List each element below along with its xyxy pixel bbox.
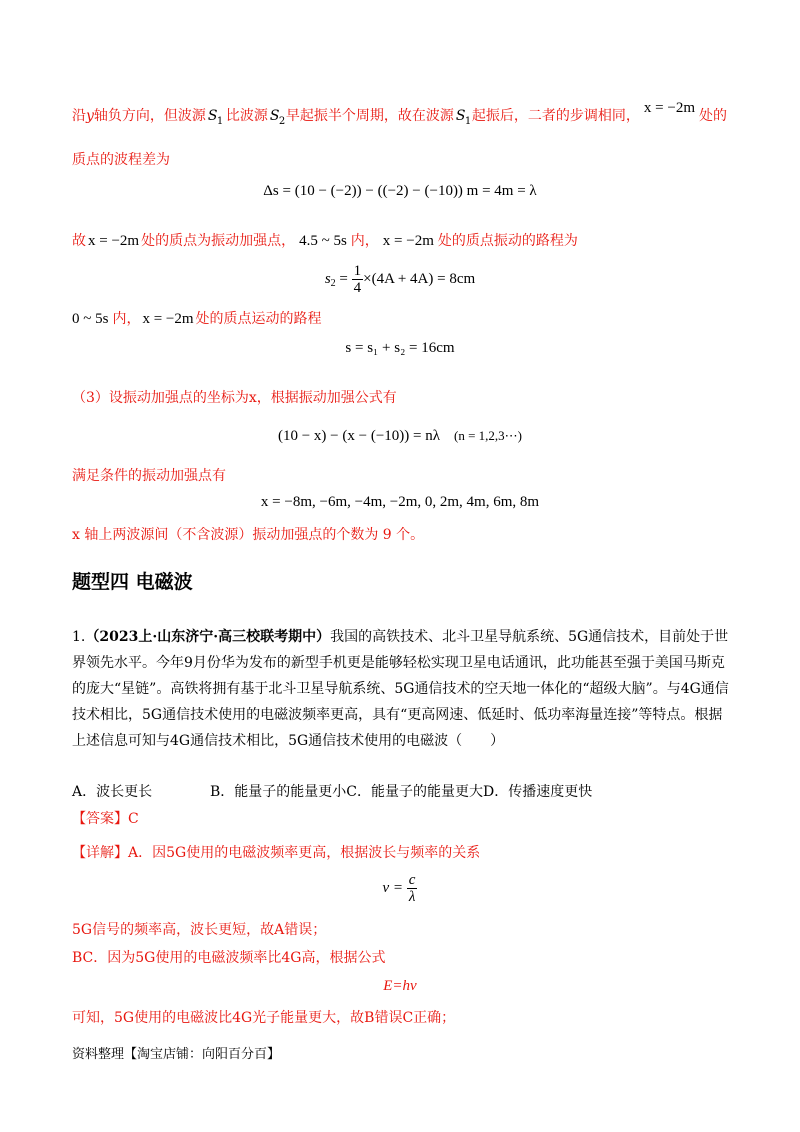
fraction: $\frac{c}{\lambda}$: [408, 872, 416, 905]
question-source: （2023上·山东济宁·高三校联考期中）: [85, 629, 331, 645]
text: 故: [72, 233, 86, 249]
text: 处的质点运动的路程: [195, 311, 322, 327]
equation-points: x = −8m, −6m, −4m, −2m, 0, 2m, 4m, 6m, 8m: [260, 494, 540, 510]
option-a: A．波长更长: [72, 784, 153, 800]
text: 处的质点振动的路程为: [437, 233, 578, 249]
text: 处的质点为振动加强点，: [141, 233, 296, 249]
text: 处的: [699, 108, 728, 124]
fraction: $\frac{1}{4}$: [353, 263, 362, 296]
math-inline: x = −2m: [142, 311, 194, 327]
text-line-5: （3）设振动加强点的坐标为x，根据振动加强公式有: [72, 390, 397, 406]
equation-photon-energy: E=hν: [383, 978, 417, 994]
text: 沿: [72, 108, 86, 124]
text: 早起振半个周期，故在波源: [285, 108, 454, 124]
equation-path-difference: Δs = (10 − (−2)) − ((−2) − (−10)) m = 4m = λ: [263, 183, 537, 199]
text-line-8: 5G信号的频率高，波长更短，故A错误；: [72, 922, 327, 938]
section-heading: 题型四 电磁波: [72, 571, 193, 593]
math-inline: 4.5 ~ 5s: [299, 233, 347, 249]
detail-line: 【详解】A．因5G使用的电磁波频率更高，根据波长与频率的关系: [72, 845, 481, 861]
text-line-10: 可知，5G使用的电磁波比4G光子能量更大，故B错误C正确；: [72, 1010, 456, 1026]
option-b: B．能量子的能量更小: [210, 784, 347, 800]
text-line-9: BC．因为5G使用的电磁波频率比4G高，根据公式: [72, 950, 386, 966]
equation-path-s2: $s_2$ = $\frac{1}{4}$ ×(4A + 4A) = 8cm: [324, 263, 476, 296]
text: 内，: [350, 233, 379, 249]
answer: 【答案】C: [72, 811, 139, 827]
math-inline: 0 ~ 5s: [72, 311, 109, 327]
text-line-6: 满足条件的振动加强点有: [72, 468, 226, 484]
text-line-7: x 轴上两波源间（不含波源）振动加强点的个数为 9 个。: [72, 527, 425, 543]
question-body: 我国的高铁技术、北斗卫星导航系统、5G通信技术，目前处于世界领先水平。今年9月份华为发布的新型手机更是能够轻松实现卫星电话通讯，此功能甚至强于美国马斯克的庞大“星链”。高铁将拥有基于北斗卫星导航系统、5G通信技术的空天地一体化的“超级大脑”。与4G通信技术相比，5G通信技术使用的电磁波频率更高，具有“更高网速、低延时、低功率海量连接”等特点。根据上述信息可知与4G通信技术相比，5G通信技术使用的电磁波（ ）: [72, 629, 729, 749]
option-c: C．能量子的能量更大: [346, 784, 484, 800]
footer: 资料整理【淘宝店铺：向阳百分百】: [72, 1047, 281, 1062]
var-y: y: [86, 108, 94, 124]
math-inline: x = −2m: [88, 233, 140, 249]
question-number: 1.: [72, 629, 86, 645]
options-row: [72, 782, 592, 802]
option-d: D．传播速度更快: [483, 784, 593, 800]
text: 内，: [112, 311, 141, 327]
text: 比波源: [225, 108, 268, 124]
text-line-3: [72, 231, 578, 251]
text-line-1: 沿y轴负方向，但波源 S 1 比波源 S 2 早起振半个周期，故在波源 S 1 起振后，二者的步调相同， x = −2m 处的: [72, 100, 728, 127]
text-line-2: 质点的波程差为: [72, 152, 170, 168]
math-inline: x = −2m: [643, 100, 696, 116]
text: 轴负方向，但波源: [93, 108, 206, 124]
text-line-4: [72, 309, 322, 329]
text: 起振后，二者的步调相同，: [471, 108, 640, 124]
question-paragraph: [72, 624, 732, 754]
equation-wave-relation: ν = $\frac{c}{\lambda}$: [382, 872, 416, 905]
equation-total-path: s = s₁ + s₂ = 16cm: [345, 340, 455, 356]
math-inline: x = −2m: [382, 233, 434, 249]
equation-condition: (10 − x) − (x − (−10)) = nλ (n = 1,2,3⋯): [277, 428, 523, 444]
